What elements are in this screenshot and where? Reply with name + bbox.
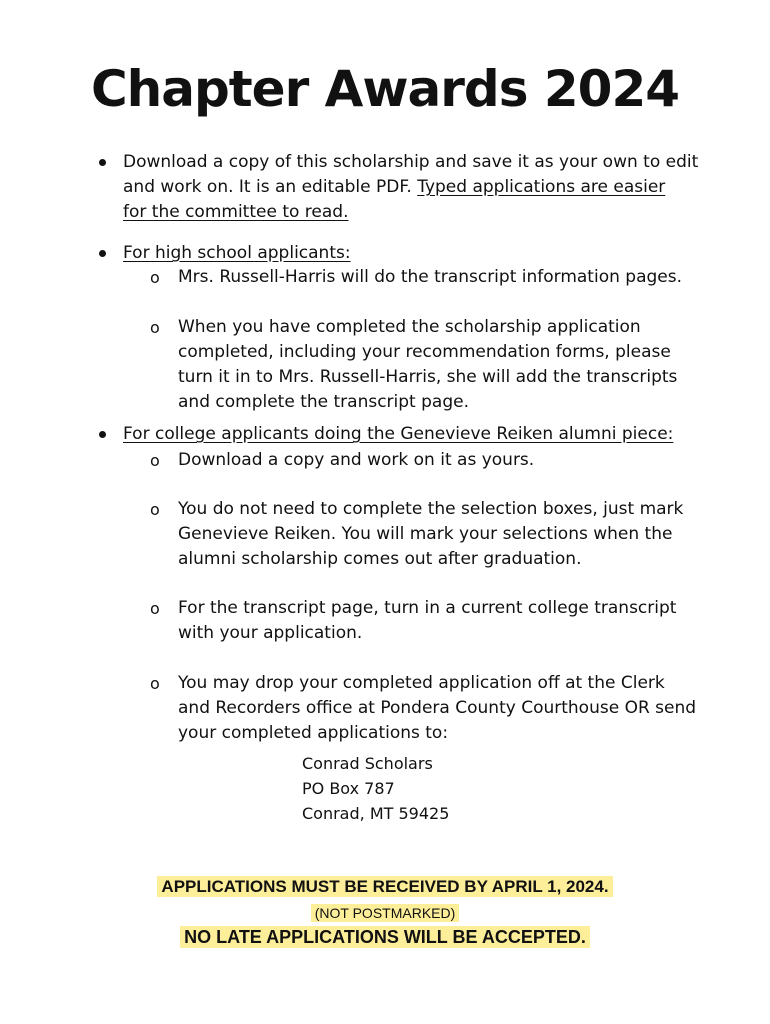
address-city: Conrad, MT 59425 [302,804,450,823]
deadline-notice-text: APPLICATIONS MUST BE RECEIVED BY APRIL 1, 2024. [157,876,612,897]
college-item-2-line-2: Genevieve Reiken. You will mark your selections when the [178,524,673,544]
high-school-item-2-line-4: and complete the transcript page. [178,392,469,412]
deadline-notice [0,877,770,897]
sub-bullet-marker: o [150,674,160,693]
bullet-marker [99,159,106,166]
download-instruction-text: and work on. It is an editable PDF. [123,177,418,197]
college-item-2-line-1: You do not need to complete the selection boxes, just mark [178,499,684,519]
address-name: Conrad Scholars [302,754,433,773]
sub-bullet-marker: o [150,500,160,519]
no-late-notice [0,927,770,948]
typed-applications-note-end: for the committee to read. [123,202,349,222]
typed-applications-note: Typed applications are easier [417,177,666,197]
college-item-3-line-2: with your application. [178,623,363,643]
college-item-2-line-3: alumni scholarship comes out after graduation. [178,549,582,569]
no-late-notice-text: NO LATE APPLICATIONS WILL BE ACCEPTED. [180,926,590,948]
not-postmarked-notice [0,905,770,921]
high-school-item-2-line-1: When you have completed the scholarship application [178,317,641,337]
college-item-3-line-1: For the transcript page, turn in a current college transcript [178,598,677,618]
college-item-4-line-1: You may drop your completed application off at the Clerk [178,673,665,693]
sub-bullet-marker: o [150,268,160,287]
sub-bullet-marker: o [150,599,160,618]
sub-bullet-marker: o [150,451,160,470]
download-instruction-line-2 [123,175,665,200]
address-po-box: PO Box 787 [302,779,395,798]
high-school-item-1: Mrs. Russell-Harris will do the transcript information pages. [178,267,682,287]
college-item-1: Download a copy and work on it as yours. [178,450,535,470]
college-heading: For college applicants doing the Genevieve Reiken alumni piece: [123,424,674,444]
high-school-item-2-line-2: completed, including your recommendation forms, please [178,342,671,362]
high-school-item-2-line-3: turn it in to Mrs. Russell-Harris, she will add the transcripts [178,367,678,387]
high-school-heading: For high school applicants: [123,243,351,263]
not-postmarked-text: (NOT POSTMARKED) [311,904,460,922]
sub-bullet-marker: o [150,318,160,337]
page-title: Chapter Awards 2024 [90,60,680,118]
college-item-4-line-3: your completed applications to: [178,723,449,743]
college-item-4-line-2: and Recorders office at Pondera County Courthouse OR send [178,698,697,718]
bullet-marker [99,250,106,257]
bullet-marker [99,431,106,438]
download-instruction-line-1: Download a copy of this scholarship and save it as your own to edit [123,152,699,172]
